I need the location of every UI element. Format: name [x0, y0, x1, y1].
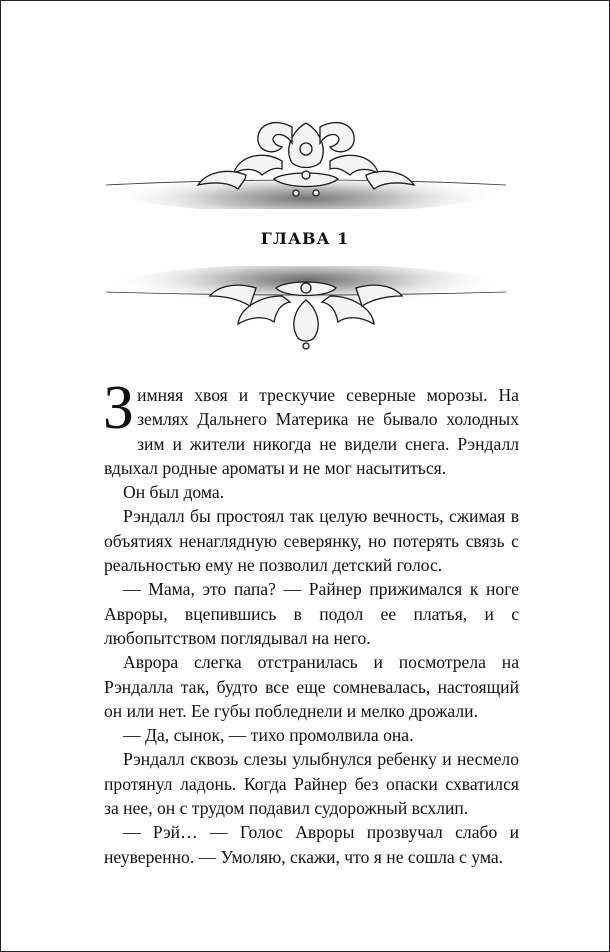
paragraph: Аврора слегка отстранилась и посмотрела на Рэндалла так, будто все еще сомневалась, настоящий он или нет. Ее губы побледнели и мелко дрожали.	[104, 652, 519, 721]
paragraph: Зимняя хвоя и трескучие северные морозы. На землях Дальнего Материка не бывало холодных зим и жители никогда не видели снега. Рэндалл вдыхал родные ароматы и не мог насытиться.	[103, 374, 519, 478]
paragraph: Рэндалл бы простоял так целую вечность, сжимая в объятиях ненаглядную северянку, но потерять связь с реальностью ему не позволил детский голос.	[104, 506, 519, 576]
ornament-bottom-icon	[106, 266, 506, 351]
drop-cap: З	[103, 374, 135, 442]
paragraph: Рэндалл сквозь слезы улыбнулся ребенку и несмело протянул ладонь. Когда Райнер без опаски схватился за нее, он с трудом подавил судорожный всхлип.	[104, 749, 519, 819]
chapter-title: ГЛАВА 1	[260, 229, 350, 248]
paragraph: — Да, сынок, — тихо промолвила она.	[123, 725, 414, 746]
chapter-text	[103, 374, 519, 869]
ornament-top-icon	[106, 109, 506, 209]
paragraph: Он был дома.	[123, 482, 225, 503]
paragraph: — Мама, это папа? — Райнер прижимался к ноге Авроры, вцепившись в подол ее платья, и с любопытством поглядывал на него.	[104, 579, 519, 648]
paragraph: — Рэй… — Голос Авроры прозвучал слабо и неуверенно. — Умоляю, скажи, что я не сошла с ума.	[104, 822, 519, 867]
